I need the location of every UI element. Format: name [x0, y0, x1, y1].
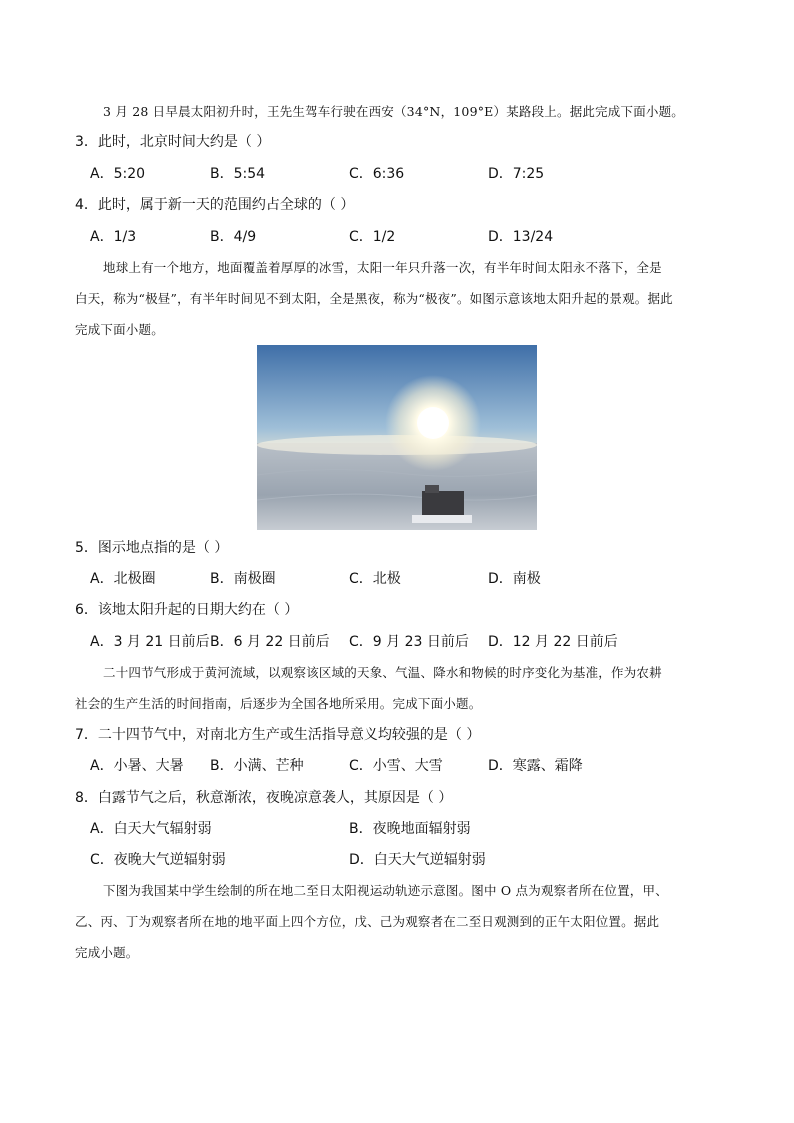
q8-option-b: B．夜晚地面辐射弱 [349, 821, 471, 837]
passage-sun-path-line3: 完成小题。 [75, 945, 139, 960]
passage-polar-day-line1: 地球上有一个地方，地面覆盖着厚厚的冰雪，太阳一年只升落一次，有半年时间太阳永不落下，全是 [103, 260, 662, 275]
q6-option-b: B．6 月 22 日前后 [210, 634, 330, 650]
q8-option-c: C．夜晚大气逆辐射弱 [90, 852, 226, 868]
q8-option-a: A．白天大气辐射弱 [90, 821, 212, 837]
q7-option-d: D．寒露、霜降 [488, 758, 583, 774]
q5-option-d: D．南极 [488, 571, 541, 587]
q6-option-a: A．3 月 21 日前后 [90, 634, 210, 650]
q7-option-b: B．小满、芒种 [210, 758, 304, 774]
polar-sunrise-photo [257, 345, 537, 530]
q4-option-a: A．1/3 [90, 229, 137, 245]
q7-option-a: A．小暑、大暑 [90, 758, 184, 774]
q6-option-d: D．12 月 22 日前后 [488, 634, 618, 650]
q3-option-d: D．7:25 [488, 166, 545, 182]
q4-option-b: B．4/9 [210, 229, 257, 245]
q4-option-c: C．1/2 [349, 229, 396, 245]
q5-option-b: B．南极圈 [210, 571, 276, 587]
question-6-stem: 6．该地太阳升起的日期大约在（ ） [75, 602, 299, 618]
q8-option-d: D．白天大气逆辐射弱 [349, 852, 486, 868]
q5-option-c: C．北极 [349, 571, 401, 587]
q6-option-c: C．9 月 23 日前后 [349, 634, 469, 650]
passage-sun-path-line2: 乙、丙、丁为观察者所在地的地平面上四个方位，戊、己为观察者在二至日观测到的正午太阳位置。据此 [75, 914, 660, 929]
question-4-stem: 4．此时，属于新一天的范围约占全球的（ ） [75, 197, 355, 213]
q4-option-d: D．13/24 [488, 229, 554, 245]
passage-sun-path-line1: 下图为我国某中学生绘制的所在地二至日太阳视运动轨迹示意图。图中 O 点为观察者所在位置，甲、 [103, 883, 668, 898]
question-5-stem: 5．图示地点指的是（ ） [75, 540, 229, 556]
passage-polar-day-line3: 完成下面小题。 [75, 322, 164, 337]
q7-option-c: C．小雪、大雪 [349, 758, 443, 774]
q3-option-b: B．5:54 [210, 166, 266, 182]
question-3-stem: 3．此时，北京时间大约是（ ） [75, 134, 271, 150]
q5-option-a: A．北极圈 [90, 571, 156, 587]
passage-solar-terms-line1: 二十四节气形成于黄河流域，以观察该区域的天象、气温、降水和物候的时序变化为基准，作为农耕 [103, 665, 662, 680]
passage-polar-day-line2: 白天，称为“极昼”，有半年时间见不到太阳，全是黑夜，称为“极夜”。如图示意该地太阳升起的景观。据此 [75, 291, 673, 306]
passage-xian-sunrise: 3 月 28 日早晨太阳初升时，王先生驾车行驶在西安（34°N，109°E）某路段上。据此完成下面小题。 [103, 104, 685, 119]
q3-option-c: C．6:36 [349, 166, 405, 182]
question-7-stem: 7．二十四节气中，对南北方生产或生活指导意义均较强的是（ ） [75, 727, 481, 743]
passage-solar-terms-line2: 社会的生产生活的时间指南，后逐步为全国各地所采用。完成下面小题。 [75, 696, 482, 711]
question-8-stem: 8．白露节气之后，秋意渐浓，夜晚凉意袭人，其原因是（ ） [75, 790, 453, 806]
q3-option-a: A．5:20 [90, 166, 146, 182]
